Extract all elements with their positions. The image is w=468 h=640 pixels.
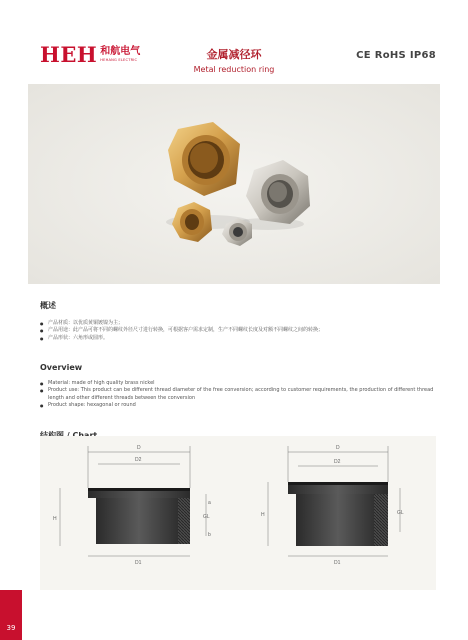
certification-marks: CE RoHS IP68 [356, 50, 436, 61]
overview-en-item: ● Material: made of high quality brass nickel [40, 380, 440, 387]
label-right-D: D [336, 445, 340, 451]
overview-cn-heading: 概述 [40, 301, 56, 310]
overview-cn-item: ● 产品用途：此产品可将不同的螺纹外径尺寸进行转换，可根据客户需求定制，生产不同螺纹长度及对额不同螺纹之间的转换； [40, 327, 440, 334]
structure-diagram [40, 436, 436, 590]
overview-cn-item: ● 产品材质：以优质黄铜镀镍为主； [40, 320, 440, 327]
left-part-drawing [88, 488, 190, 544]
overview-cn-item: ● 产品形状：六角形或圆形。 [40, 335, 440, 342]
label-left-b: b [208, 532, 211, 538]
brand-logo [40, 44, 140, 65]
label-left-H: H [53, 516, 57, 522]
title-cn: 金属减径环 [206, 48, 262, 61]
brand-name-cn: 和航电气 [100, 45, 141, 57]
overview-en-heading: Overview [40, 363, 83, 372]
label-right-GL: GL [397, 510, 404, 516]
structure-drawing [40, 436, 436, 590]
logo-text [100, 47, 140, 63]
right-part-drawing [288, 482, 388, 546]
reducer-rings-illustration [28, 84, 440, 284]
label-left-a: a [208, 500, 211, 506]
label-left-D1: D1 [135, 560, 142, 566]
overview-cn-list [40, 320, 440, 342]
page-number-tab [0, 590, 22, 640]
title-en: Metal reduction ring [193, 65, 275, 74]
overview-en-item: ● Product shape: hexagonal or round [40, 402, 440, 409]
product-title [170, 46, 298, 74]
label-left-D: D [137, 445, 141, 451]
label-right-D2: D2 [334, 459, 341, 465]
brand-name-en: HEHANG ELECTRIC [100, 57, 138, 62]
logo-mark: HEH [40, 42, 98, 67]
page-number: 39 [6, 624, 16, 632]
overview-en-list [40, 380, 440, 410]
label-right-D1: D1 [334, 560, 341, 566]
page-header [0, 0, 468, 80]
label-right-H: H [261, 512, 265, 518]
label-left-D2: D2 [135, 457, 142, 463]
product-photo [28, 84, 440, 284]
overview-en-item: ● Product use: This product can be different thread diameter of the free conversion; according to customer requirements, the production of different thread length and other different threads between the conversion [40, 387, 440, 402]
label-left-GL: GL [203, 514, 210, 520]
